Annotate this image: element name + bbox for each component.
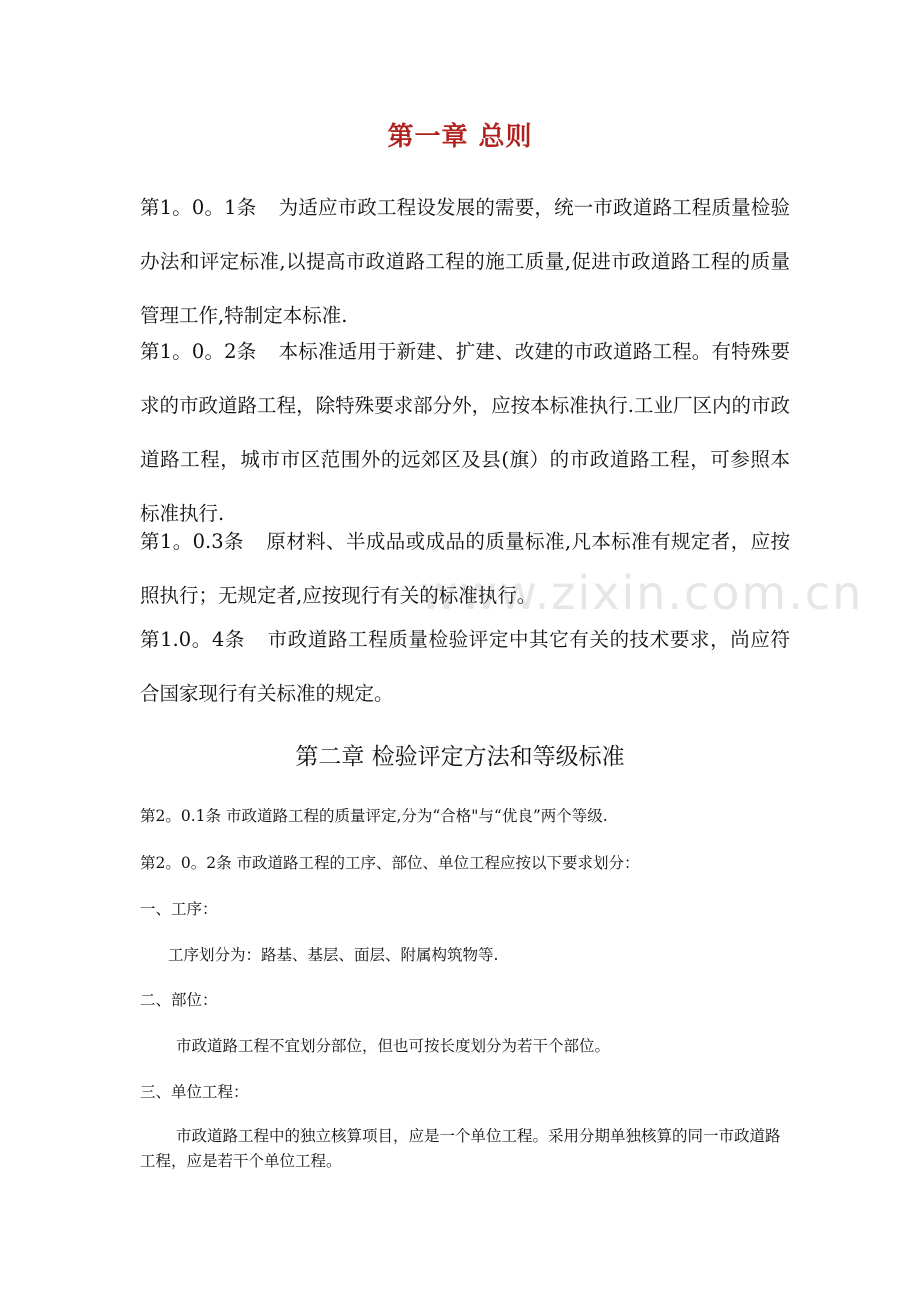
section-heading-unit: 三、单位工程： [140, 1083, 249, 1101]
section-heading-part: 二、部位： [140, 991, 218, 1009]
chapter1-title: 第一章 总则 [387, 122, 533, 152]
article-1-0-4 [140, 613, 790, 721]
section-body-part: 市政道路工程不宜划分部位，但也可按长度划分为若干个部位。 [176, 1037, 611, 1055]
article-1-0-3 [140, 515, 790, 623]
article-number: 第1.0。4条 [140, 628, 245, 651]
article-text: 原材料、半成品或成品的质量标准,凡本标准有规定者，应按照执行；无规定者,应按现行有关的标准执行。 [140, 530, 790, 607]
article-number: 第1。0.3条 [140, 530, 244, 553]
article-1-0-2 [140, 325, 790, 541]
article-2-0-1: 第2。0.1条 市政道路工程的质量评定,分为“合格"与“优良”两个等级. [140, 807, 608, 825]
article-text: 市政道路工程质量检验评定中其它有关的技术要求，尚应符合国家现行有关标准的规定。 [140, 628, 790, 705]
chapter2-title: 第二章 检验评定方法和等级标准 [295, 744, 625, 770]
section-heading-process: 一、工序： [140, 900, 218, 918]
article-2-0-2: 第2。0。2条 市政道路工程的工序、部位、单位工程应按以下要求划分： [140, 854, 640, 872]
article-number: 第1。0。1条 [140, 196, 257, 219]
article-1-0-1 [140, 181, 790, 343]
article-number: 第1。0。2条 [140, 340, 257, 363]
article-text: 为适应市政工程设发展的需要，统一市政道路工程质量检验办法和评定标准,以提高市政道路工程的施工质量,促进市政道路工程的质量管理工作,特制定本标准. [140, 196, 790, 327]
section-body-unit: 市政道路工程中的独立核算项目，应是一个单位工程。采用分期单独核算的同一市政道路工程，应是若干个单位工程。 [140, 1127, 781, 1170]
section-body-process: 工序划分为：路基、基层、面层、附属构筑物等. [168, 946, 499, 964]
article-text: 本标准适用于新建、扩建、改建的市政道路工程。有特殊要求的市政道路工程，除特殊要求部分外，应按本标准执行.工业厂区内的市政道路工程，城市市区范围外的远郊区及县(旗）的市政道路工程，可参照本标准执行. [140, 340, 790, 525]
watermark: www.zixin.com.cn [420, 566, 864, 620]
